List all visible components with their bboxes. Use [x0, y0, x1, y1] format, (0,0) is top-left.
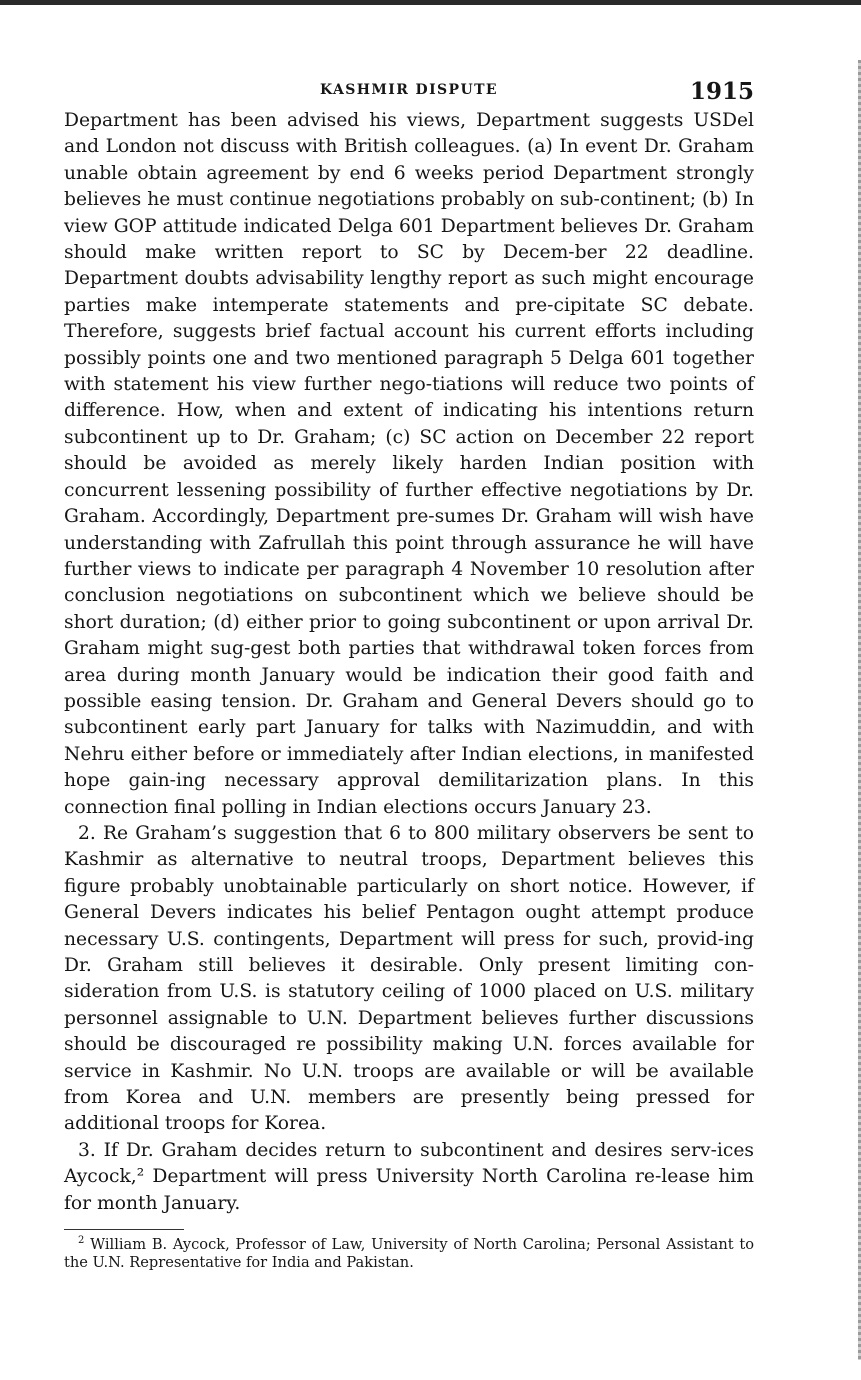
paragraph-2: 2. Re Graham’s suggestion that 6 to 800 military observers be sent to Kashmir as alternative to neutral troops, Department believes this figure probably unobtainable particularly on short notice. However, if General Devers indicates his belief Pentagon ought attempt produce necessary U.S. contingents, Department will press for such, provid-ing Dr. Graham still believes it desirable. Only present limiting con-sideration from U.S. is statutory ceiling of 1000 placed on U.S. military personnel assignable to U.N. Department believes further discussions should be discouraged re possibility making U.N. forces available for service in Kashmir. No U.N. troops are available or will be available from Korea and U.N. members are presently being pressed for additional troops for Korea.: [64, 822, 754, 1135]
paragraph-continuation: Department has been advised his views, Department suggests USDel and London not discuss with British colleagues. (a) In event Dr. Graham unable obtain agreement by end 6 weeks period Department strongly believes he must continue negotiations probably on sub-continent; (b) In view GOP attitude indicated Delga 601 Department believes Dr. Graham should make written report to SC by Decem-ber 22 deadline. Department doubts advisability lengthy report as such might encourage parties make intemperate statements and pre-cipitate SC debate. Therefore, suggests brief factual account his current efforts including possibly points one and two mentioned paragraph 5 Delga 601 together with statement his view further nego-tiations will reduce two points of difference. How, when and extent of indicating his intentions return subcontinent up to Dr. Graham; (c) SC action on December 22 report should be avoided as merely likely harden Indian position with concurrent lessening possibility of further effective negotiations by Dr. Graham. Accordingly, Department pre-sumes Dr. Graham will wish have understanding with Zafrullah this point through assurance he will have further views to indicate per paragraph 4 November 10 resolution after conclusion negotiations on subcontinent which we believe should be short duration; (d) either prior to going subcontinent or upon arrival Dr. Graham might sug-gest both parties that withdrawal token forces from area during month January would be indication their good faith and possible easing tension. Dr. Graham and General Devers should go to subcontinent early part January for talks with Nazimuddin, and with Nehru either before or immediately after Indian elections, in manifested hope gain-ing necessary approval demilitarization plans. In this connection final polling in Indian elections occurs January 23.: [64, 110, 754, 818]
running-header: [64, 78, 754, 108]
top-border-rule: [0, 0, 861, 5]
footnote: [64, 1236, 754, 1272]
body-text: [64, 108, 754, 1217]
footnote-text: William B. Aycock, Professor of Law, University of North Carolina; Personal Assistant to the U.N. Representative for India and Pakistan.: [64, 1236, 754, 1272]
paragraph-3: 3. If Dr. Graham decides return to subcontinent and desires serv-ices Aycock,² Department will press University North Carolina re-lease him for month January.: [64, 1139, 754, 1214]
document-page: [64, 78, 754, 1272]
running-title: KASHMIR DISPUTE: [320, 82, 498, 98]
footnote-marker: 2: [78, 1235, 85, 1247]
footnote-rule: [64, 1229, 184, 1230]
page-number: 1915: [689, 78, 754, 105]
